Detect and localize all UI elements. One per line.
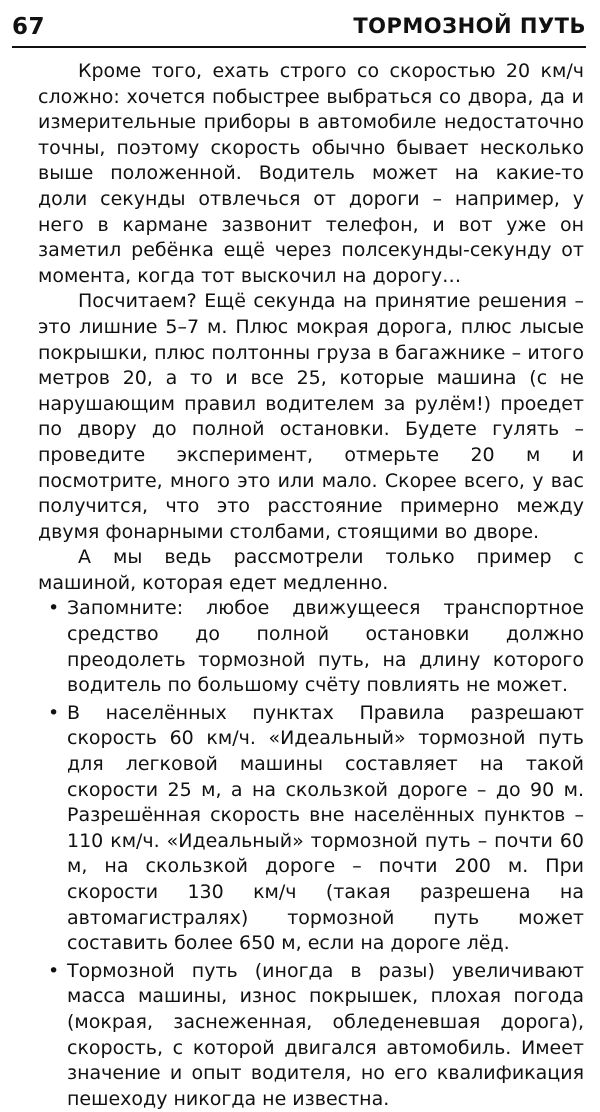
list-item xyxy=(38,701,584,957)
bullet-marker: • xyxy=(48,959,60,982)
page-body xyxy=(38,59,584,1112)
paragraph-3: А мы ведь рассмотрели только пример с машиной, которая едет медленно. xyxy=(38,546,584,594)
bullet-list xyxy=(38,596,584,1112)
list-item xyxy=(38,596,584,698)
list-item xyxy=(38,959,584,1112)
header-rule xyxy=(12,46,586,48)
list-item-text: Тормозной путь (иногда в разы) увеличивают масса машины, износ покрышек, плохая погода (мокрая, заснеженная, обледеневшая дорога), скорость, с которой двигался автомобиль. Имеет значение и опыт водителя, но его квалификация пешеходу никогда не известна. xyxy=(67,959,584,1110)
page-header xyxy=(12,14,586,44)
list-item-text: Запомните: любое движущееся транспортное средство до полной остановки должно преодолеть тормозной путь, на длину которого водитель по большому счёту повлиять не может. xyxy=(67,597,584,697)
bullet-marker: • xyxy=(48,701,60,724)
running-title: ТОРМОЗНОЙ ПУТЬ xyxy=(353,14,586,38)
paragraph-1: Кроме того, ехать строго со скоростью 20 км/ч сложно: хочется побыстрее выбраться со двора, да и измерительные приборы в автомобиле недостаточно точны, поэтому скорость обычно бывает несколько выше положенной. Водитель может на какие-то доли секунды отвлечься от дороги – например, у него в кармане зазвонит телефон, и вот уже он заметил ребёнка ещё через полсекунды-секунду от момента, когда тот выскочил на дорогу… xyxy=(38,60,584,287)
page-number: 67 xyxy=(12,14,46,40)
paragraph-2: Посчитаем? Ещё секунда на принятие решения – это лишние 5–7 м. Плюс мокрая дорога, плюс лысые покрышки, плюс полтонны груза в багажнике – итого метров 20, а то и все 25, которые машина (с не нарушающим правил водителем за рулём!) проедет по двору до полной остановки. Будете гулять – проведите эксперимент, отмерьте 20 м и посмотрите, много это или мало. Скорее всего, у вас получится, что это расстояние примерно между двумя фонарными столбами, стоящими во дворе. xyxy=(38,290,584,543)
list-item-text: В населённых пунктах Правила разрешают скорость 60 км/ч. «Идеальный» тормозной путь для легковой машины составляет на такой скорости 25 м, а на скользкой дороге – до 90 м. Разрешённая скорость вне населённых пунктов – 110 км/ч. «Идеальный» тормозной путь – почти 60 м, на скользкой дороге – почти 200 м. При скорости 130 км/ч (такая разрешена на автомагистралях) тормозной путь может составить более 650 м, если на дороге лёд. xyxy=(67,701,584,955)
bullet-marker: • xyxy=(48,597,60,620)
